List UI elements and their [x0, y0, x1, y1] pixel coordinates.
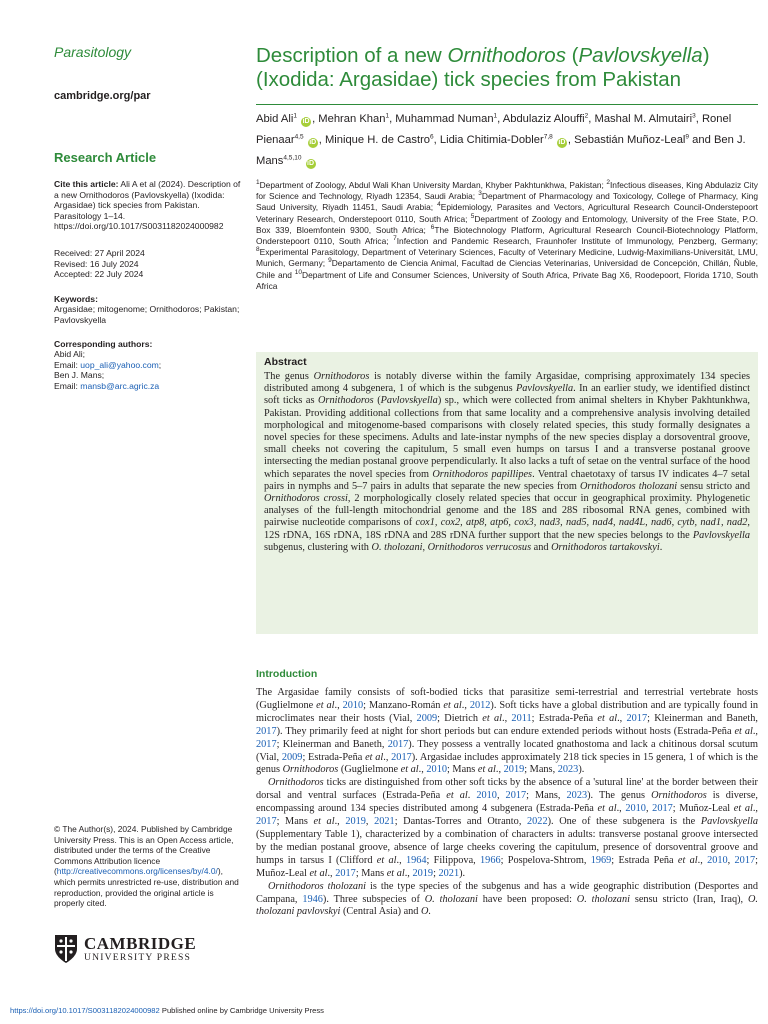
- italic-text: et al: [597, 712, 618, 724]
- journal-name: Parasitology: [54, 44, 132, 60]
- citation-link[interactable]: 2017: [256, 725, 277, 737]
- text-segment: .,: [334, 816, 346, 828]
- text-segment: ; Filippova,: [426, 854, 481, 866]
- citation-link[interactable]: 2017: [256, 738, 277, 750]
- italic-text: O. tholozani: [576, 893, 630, 905]
- affiliation-number: 9: [328, 257, 332, 265]
- introduction-paragraph: [256, 687, 758, 777]
- text-segment: ). They primarily feed at night for short periods but can endure extended periods without hosts (Estrada-Peña: [276, 725, 735, 737]
- text-segment: .,: [752, 803, 759, 815]
- affiliation-text: Infectious diseases, King Abdulaziz City for Science and Technology, Riyadh 12354, Saudi Arabia;: [256, 180, 758, 202]
- text-segment: ). One of these subgenera is the: [547, 816, 701, 828]
- citation-link[interactable]: 2019: [503, 764, 525, 776]
- text-segment: , 12S rDNA, 16S rDNA, 18S rDNA and 28S rDNA further support that the new species belongs to the: [264, 517, 750, 541]
- text-segment: ; Kleinerman and Baneth,: [276, 738, 388, 750]
- citation-link[interactable]: 1964: [405, 854, 427, 866]
- author-affiliation-number: 4,5: [294, 133, 304, 141]
- citation-link[interactable]: 2010: [625, 803, 646, 815]
- italic-text: et al: [316, 699, 335, 711]
- citation-link[interactable]: 1969: [590, 854, 612, 866]
- text-segment: ; Estrada Peña: [611, 854, 678, 866]
- text-segment: and: [531, 541, 552, 553]
- title-subgenus: Pavlovskyella: [578, 44, 703, 67]
- publisher-name: CAMBRIDGE: [84, 934, 197, 953]
- citation-link[interactable]: 2009: [416, 712, 438, 724]
- author-separator: ,: [312, 113, 319, 125]
- text-segment: have been proposed:: [477, 893, 577, 905]
- footer: [10, 1006, 324, 1015]
- citation-link[interactable]: 2011: [511, 712, 532, 724]
- text-segment: ticks are distinguished from other soft ticks by the absence of a 'sutural line' at the border between their dorsal and ventral surfaces (Estrada-Peña: [256, 777, 758, 802]
- italic-text: Pavlovskyella: [692, 529, 750, 541]
- text-segment: ,: [365, 816, 375, 828]
- affiliation-number: 4: [437, 201, 441, 209]
- italic-text: Ornithodoros papillipes: [432, 468, 533, 480]
- citation-link[interactable]: 1966: [480, 854, 501, 866]
- citation-link[interactable]: 2009: [281, 751, 303, 763]
- article-type: Research Article: [54, 150, 157, 165]
- text-segment: ; Muñoz-Leal: [256, 854, 758, 879]
- citation-link[interactable]: 2019: [412, 867, 434, 879]
- email-label-2: Email:: [54, 380, 78, 391]
- text-segment: .,: [617, 712, 627, 724]
- text-segment: ;: [433, 867, 439, 879]
- affiliation-number: 3: [478, 190, 482, 198]
- citation-link[interactable]: 2023: [557, 764, 579, 776]
- citation-link[interactable]: 2017: [256, 816, 277, 828]
- text-segment: .,: [334, 699, 343, 711]
- email-suffix-1: ;: [158, 359, 162, 370]
- author-separator: ,: [318, 134, 325, 146]
- text-segment: is the type species of the subgenus and has a wide geographic distribution (Desportes and Campana,: [256, 880, 759, 905]
- citation-link[interactable]: 2010: [426, 764, 447, 776]
- author-name: Sebastián Muñoz-Leal: [574, 134, 686, 146]
- text-segment: .,: [461, 699, 470, 711]
- author-separator: ,: [389, 113, 396, 125]
- affiliation-text: Department of Life and Consumer Sciences, University of South Africa, Private Bag X6, Roodepoort, Florida 1710, South Africa: [256, 269, 758, 291]
- citation-link[interactable]: 2017: [505, 790, 527, 802]
- orcid-icon[interactable]: iD: [309, 139, 317, 146]
- citation-link[interactable]: 2019: [345, 816, 366, 828]
- keywords-text: Argasidae; mitogenome; Ornithodoros; Pakistan; Pavlovskyella: [54, 304, 240, 325]
- text-segment: ; Mans: [355, 867, 387, 879]
- date-received: Received: 27 April 2024: [54, 247, 145, 258]
- citation-link[interactable]: 2022: [527, 816, 548, 828]
- text-segment: ; Manzano-Román: [363, 699, 444, 711]
- text-segment: (: [373, 395, 381, 407]
- author-affiliation-number: 9: [685, 133, 690, 141]
- italic-text: Ornithodoros: [282, 764, 339, 776]
- text-segment: sensu stricto (Iran, Iraq),: [629, 893, 748, 905]
- author-affiliation-number: 2: [584, 112, 589, 120]
- citation-text: Ali A et al (2024). Description of a new Ornithodoros (Pavlovskyella) (Ixodida: Argasidae) tick species from Pakistan. Parasitology 1–14. https://doi.org/10.1017/S0031182024000982: [54, 179, 241, 232]
- text-segment: .: [467, 790, 477, 802]
- text-segment: ). Three subspecies of: [322, 893, 425, 905]
- citation-link[interactable]: 2012: [469, 699, 491, 711]
- citation-link[interactable]: 2017: [391, 751, 412, 763]
- italic-text: Ornithodoros: [313, 371, 370, 382]
- text-segment: ).: [459, 867, 466, 879]
- author-list: [256, 109, 758, 172]
- introduction-paragraph: [256, 777, 758, 880]
- text-segment: .,: [502, 712, 512, 724]
- text-segment: .,: [697, 854, 708, 866]
- text-segment: ). Soft ticks have a global distribution and are typically found in microclimates near their hosts (Vial,: [256, 699, 758, 724]
- italic-text: et al: [733, 803, 753, 815]
- affiliation-text: Department of Zoology, Abdul Wali Khan University Mardan, Khyber Pakhtunkhwa, Pakistan;: [259, 180, 607, 190]
- italic-text: et al: [597, 803, 617, 815]
- author-name: Minique H. de Castro: [324, 134, 431, 146]
- affiliation-text: The Biotechnology Platform, Agricultural Research Council-Biotechnology Platform, Onderstepoort 0110, South Africa;: [256, 224, 758, 247]
- text-segment: ,: [496, 790, 506, 802]
- author-separator: ,: [497, 113, 503, 125]
- italic-text: et al: [443, 699, 462, 711]
- corresponding-label: Corresponding authors:: [54, 338, 153, 349]
- italic-text: et al: [386, 867, 405, 879]
- italic-text: et al: [482, 712, 502, 724]
- text-segment: (Central Asia) and: [340, 906, 422, 918]
- citation-link[interactable]: 2010: [342, 699, 364, 711]
- text-segment: sensu stricto and: [677, 480, 751, 492]
- title-part-3: ) (Ixodida: Argasidae) tick species from Pakistan: [256, 44, 710, 91]
- italic-text: O. tholozani pavlovskyi: [256, 893, 758, 918]
- affiliation-text: Epidemiology, Parasites and Vectors, Agricultural Research Council-Onderstepoort Veterinary Research, Onderstepoort 0110, South Africa;: [256, 202, 758, 224]
- author-separator: ,: [567, 134, 575, 146]
- affiliation-number: 2: [606, 179, 610, 187]
- italic-text: Pavlovskyella: [700, 816, 759, 828]
- text-segment: , 2 morphologically closely related species that occur in geographical proximity. Phylogenetic analyses of the full-length mitochondrial genome and the 18S and 28S ribosomal RNA genes, combined with pairwise nucleotide comparisons of: [264, 493, 750, 529]
- introduction-paragraph: [256, 881, 758, 920]
- author-name: Mashal M. Almutairi: [594, 113, 693, 125]
- text-segment: (Supplementary Table 1), characterized by a combination of characters in adults: transverse postanal groove intersected by the median postanal groove, absence of large cheeks covering the capitulum, presence of dorsoventral groove and humps in tarsus I (Clifford: [256, 828, 758, 866]
- italic-text: Ornithodoros verrucosus: [427, 541, 532, 553]
- italic-text: et al: [734, 725, 753, 737]
- main-column: [256, 44, 758, 292]
- text-segment: subgenus, clustering with: [264, 541, 372, 553]
- citation-link[interactable]: 2010: [476, 790, 497, 802]
- shield-icon: [54, 934, 78, 964]
- citation-link[interactable]: 2017: [387, 738, 409, 750]
- text-segment: .,: [383, 751, 392, 763]
- corresponding-author-1: Abid Ali;: [54, 349, 86, 360]
- citation-link[interactable]: 2021: [438, 867, 460, 879]
- author-affiliation-number: 4,5,10: [283, 154, 302, 162]
- italic-text: et al: [365, 751, 384, 763]
- citation: [54, 179, 242, 232]
- title-genus: Ornithodoros: [447, 44, 566, 67]
- author-separator: ,: [433, 134, 440, 146]
- affiliation-number: 1: [256, 179, 260, 187]
- affiliation-text: Department of Pharmacology and Toxicology, College of Pharmacy, King Saud University, Riyadh 11451, Saudi Arabia;: [256, 191, 758, 213]
- italic-text: O. tholozani: [371, 541, 423, 553]
- author-separator: and: [689, 134, 714, 146]
- footer-text: Published online by Cambridge University Press: [159, 1006, 324, 1015]
- email-link-2[interactable]: mansb@arc.agric.za: [80, 380, 160, 391]
- text-segment: .,: [396, 854, 406, 866]
- italic-text: Ornithodoros: [318, 395, 374, 407]
- italic-text: cox1, cox2, atp8, atp6, cox3, nad3, nad5, nad4, nad4L, nad6, cytb, nad1, nad2: [415, 517, 748, 529]
- italic-text: et al: [446, 790, 468, 802]
- author-separator: ,: [695, 113, 702, 125]
- text-segment: ) sp., which were collected from animal shelters in Khyber Pakhtunkhwa, Pakistan. Providing additional collections from that same locality and a comprehensive analysis involving detailed morphological and mitogenome-based comparisons with closely related species, this study formally designates a novel species for these specimens. Adults and late-instar nymphs of the new species display a dorsoventral groove, small cheeks not covering the capitulum, 5 small even humps on tarsus I and a transverse postanal groove intersecting the median postanal groove perpendicularly. It also lacks a tuft of setae on the ventral surface of the hood which separates the novel species from: [264, 395, 750, 480]
- text-segment: ; Mans: [447, 764, 478, 776]
- text-segment: ; Kleinerman and Baneth,: [647, 712, 758, 724]
- text-segment: .,: [616, 803, 626, 815]
- affiliation-text: Experimental Parasitology, Department of Veterinary Sciences, Faculty of Veterinary Medicine, Ludwig-Maximilians-Universität, LMU, Munich, Germany;: [256, 247, 758, 269]
- text-segment: is diverse, encompassing around 134 species distributed among 4 subgenera (Estrada-Peña: [256, 790, 759, 815]
- text-segment: The Argasidae family consists of soft-bodied ticks that parasitize semi-terrestrial and terrestrial vertebrate hosts (Guglielmone: [256, 687, 758, 711]
- text-segment: ,: [422, 541, 428, 553]
- affiliation-text: Infection and Pandemic Research, Fraunhofer Institute of Immunology, Penzberg, Germany;: [396, 236, 758, 247]
- citation-link[interactable]: 1946: [302, 893, 323, 905]
- text-segment: . In an earlier study, we identified distinct soft ticks as: [264, 383, 750, 407]
- author-name: Ronel Pienaar: [256, 113, 732, 146]
- italic-text: et al: [400, 764, 419, 776]
- affiliation-text: Departamento de Ciencia Animal, Facultad de Ciencias Veterinarias, Universidad de Concepción, Chillán, Ñuble, Chile and: [256, 258, 759, 280]
- journal-url[interactable]: cambridge.org/par: [54, 90, 151, 102]
- text-segment: .,: [495, 764, 504, 776]
- italic-text: Ornithodoros crossi: [264, 493, 348, 505]
- author-name: Muhammad Numan: [395, 113, 494, 125]
- author-name: Abdulaziz Alouffi: [502, 113, 585, 125]
- text-segment: ). The genus: [587, 790, 652, 802]
- italic-text: Pavlovskyella: [380, 395, 438, 407]
- text-segment: ; Mans,: [524, 764, 558, 776]
- title-part-2: (: [565, 44, 579, 67]
- text-segment: is notably diverse within the family Argasidae, comprising approximately 134 species distributed among 4 subgenera, 1 of which is the subgenus: [264, 371, 750, 395]
- license-text-2: ), which permits unrestricted re-use, distribution and reproduction, provided the original article is properly cited.: [54, 866, 239, 909]
- text-segment: .: [659, 541, 663, 553]
- introduction-heading: Introduction: [256, 668, 318, 680]
- affiliation-text: Department of Zoology and Entomology, University of the Free State, P.O. Box 339, Bloemfontein 9300, South Africa;: [256, 213, 758, 235]
- text-segment: ; Muñoz-Leal: [672, 803, 734, 815]
- author-affiliation-number: 7,8: [543, 133, 553, 141]
- italic-text: et al: [677, 854, 698, 866]
- author-name: Ben J. Mans: [256, 134, 746, 167]
- author-affiliation-number: 1: [293, 112, 297, 120]
- italic-text: Ornithodoros tholozani: [579, 480, 678, 492]
- license-statement: [54, 824, 244, 909]
- text-segment: .,: [327, 867, 336, 879]
- license-link[interactable]: http://creativecommons.org/licenses/by/4.0/: [56, 866, 218, 877]
- text-segment: .,: [404, 867, 413, 879]
- article-title: [256, 44, 758, 92]
- text-segment: . Ventral chaetotaxy of tarsus IV indicates 4–7 setal pairs in nymphs and 5–7 pairs in adults that separate the new species from: [264, 468, 750, 492]
- corresponding-author-2: Ben J. Mans;: [54, 370, 105, 381]
- author-name: Mehran Khan: [318, 113, 386, 125]
- footer-doi-link[interactable]: https://doi.org/10.1017/S0031182024000982: [10, 1006, 160, 1015]
- text-segment: ; Mans,: [526, 790, 567, 802]
- cambridge-logo: [54, 934, 197, 964]
- date-revised: Revised: 16 July 2024: [54, 258, 139, 269]
- italic-text: O.: [421, 906, 432, 918]
- citation-link[interactable]: 2017: [652, 803, 673, 815]
- citation-link[interactable]: 2010: [707, 854, 728, 866]
- text-segment: ; Dietrich: [437, 712, 483, 724]
- author-affiliation-number: 6: [430, 133, 434, 141]
- italic-text: Pavlovskyella: [515, 383, 574, 395]
- text-segment: (Guglielmone: [338, 764, 401, 776]
- text-segment: ; Pospelova-Shtrom,: [500, 854, 591, 866]
- citation-link[interactable]: 2017: [626, 712, 648, 724]
- left-sidebar: [54, 44, 242, 392]
- text-segment: ,: [727, 854, 735, 866]
- title-rule: [256, 104, 758, 105]
- abstract-heading: Abstract: [264, 356, 307, 368]
- italic-text: et al: [309, 867, 328, 879]
- orcid-icon[interactable]: iD: [302, 118, 310, 125]
- text-segment: ; Estrada-Peña: [302, 751, 366, 763]
- citation-link[interactable]: 2021: [374, 816, 395, 828]
- text-segment: .,: [752, 725, 759, 737]
- abstract-body: [264, 371, 750, 554]
- citation-label: Cite this article:: [54, 179, 119, 189]
- citation-link[interactable]: 2017: [335, 867, 356, 879]
- affiliation-number: 6: [430, 224, 435, 232]
- abstract-box: [256, 352, 758, 634]
- affiliation-number: 5: [470, 212, 475, 220]
- corresponding-authors: [54, 339, 242, 392]
- affiliation-number: 8: [256, 246, 260, 254]
- citation-link[interactable]: 2023: [566, 790, 588, 802]
- text-segment: ).: [578, 764, 585, 776]
- italic-text: et al: [477, 764, 496, 776]
- dates: [54, 248, 242, 280]
- italic-text: et al: [376, 854, 397, 866]
- text-segment: .,: [418, 764, 427, 776]
- citation-link[interactable]: 2017: [734, 854, 756, 866]
- affiliation-number: 10: [294, 268, 303, 276]
- text-segment: ; Mans: [276, 816, 314, 828]
- italic-text: Ornithodoros tartakovskyi: [551, 541, 660, 553]
- introduction-body: [256, 687, 758, 919]
- text-segment: The genus: [264, 371, 314, 382]
- email-label-1: Email:: [54, 359, 78, 370]
- publisher-subname: UNIVERSITY PRESS: [84, 952, 192, 963]
- author-name: Lidia Chitimia-Dobler: [439, 134, 544, 146]
- author-separator: ,: [588, 113, 595, 125]
- author-name: Abid Ali: [256, 113, 294, 125]
- author-affiliation-number: 3: [692, 112, 696, 120]
- keywords: [54, 294, 242, 326]
- italic-text: Ornithodoros: [268, 777, 324, 789]
- text-segment: ; Estrada-Peña: [531, 712, 598, 724]
- author-affiliation-number: 1: [493, 112, 498, 120]
- italic-text: Ornithodoros: [651, 790, 707, 802]
- italic-text: et al: [313, 816, 335, 828]
- author-affiliation-number: 1: [385, 112, 390, 120]
- text-segment: ; Dantas-Torres and Otranto,: [394, 816, 527, 828]
- italic-text: Ornithodoros tholozani: [268, 880, 367, 892]
- affiliation-number: 7: [393, 235, 397, 243]
- text-segment: ). Argasidae includes approximately 218 tick species in 15 genera, 1 of which is the genus: [256, 751, 758, 776]
- italic-text: O. tholozani: [424, 893, 478, 905]
- text-segment: ). They possess a ventrally located gnathostoma and lack a chitinous dorsal scutum (Vial,: [256, 738, 759, 763]
- keywords-label: Keywords:: [54, 293, 98, 304]
- orcid-icon[interactable]: iD: [307, 160, 315, 167]
- title-part-1: Description of a new: [256, 44, 448, 67]
- license-text-1: © The Author(s), 2024. Published by Cambridge University Press. This is an Open Access article, distributed under the terms of the Creative Commons Attribution licence (: [54, 824, 234, 877]
- orcid-icon[interactable]: iD: [558, 139, 566, 146]
- text-segment: ,: [645, 803, 653, 815]
- date-accepted: Accepted: 22 July 2024: [54, 269, 144, 280]
- affiliations: [256, 180, 758, 292]
- email-link-1[interactable]: uop_ali@yahoo.com: [80, 359, 159, 370]
